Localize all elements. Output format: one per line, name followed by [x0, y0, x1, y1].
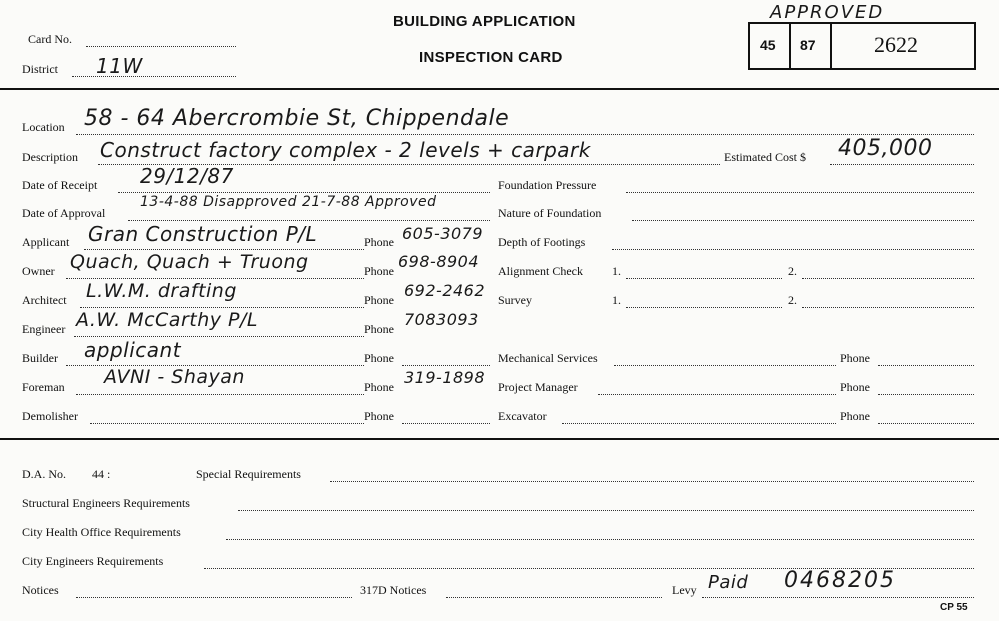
- alignment-check-1: 1.: [612, 264, 621, 278]
- engineer-phone-label: Phone: [364, 322, 394, 336]
- date-receipt-label: Date of Receipt: [22, 178, 98, 192]
- architect-value: L.W.M. drafting: [86, 280, 237, 302]
- demolisher-label: Demolisher: [22, 409, 78, 423]
- owner-value: Quach, Quach + Truong: [70, 251, 309, 273]
- builder-value: applicant: [84, 338, 182, 362]
- date-receipt-line: [118, 192, 490, 193]
- location-line: [76, 134, 974, 135]
- foreman-phone-value: 319-1898: [404, 368, 486, 387]
- location-label: Location: [22, 120, 65, 134]
- architect-phone-label: Phone: [364, 293, 394, 307]
- excavator-phone-line: [878, 423, 974, 424]
- survey-2: 2.: [788, 293, 797, 307]
- notices-317d-label: 317D Notices: [360, 583, 427, 597]
- levy-number: 0468205: [784, 568, 896, 593]
- box-divider-1: [789, 24, 791, 68]
- description-value: Construct factory complex - 2 levels + carpark: [100, 138, 591, 162]
- requirements-rule: [0, 438, 999, 440]
- estimated-cost-label: Estimated Cost $: [724, 150, 806, 164]
- mechanical-services-label: Mechanical Services: [498, 351, 598, 365]
- project-manager-line: [598, 394, 836, 395]
- project-manager-phone-line: [878, 394, 974, 395]
- notices-317d-line: [446, 597, 662, 598]
- engineer-line: [74, 336, 364, 337]
- date-approval-line: [128, 220, 490, 221]
- district-value: 11W: [96, 54, 143, 78]
- alignment-check-label: Alignment Check: [498, 264, 583, 278]
- city-health-line: [226, 539, 974, 540]
- levy-line: [702, 597, 974, 598]
- applicant-phone-label: Phone: [364, 235, 394, 249]
- foreman-label: Foreman: [22, 380, 65, 394]
- applicant-phone-value: 605-3079: [402, 224, 484, 243]
- excavator-phone-label: Phone: [840, 409, 870, 423]
- nature-foundation-line: [632, 220, 974, 221]
- special-requirements-label: Special Requirements: [196, 467, 301, 481]
- demolisher-line: [90, 423, 364, 424]
- alignment-line-2: [802, 278, 974, 279]
- excavator-line: [562, 423, 836, 424]
- foreman-line: [76, 394, 364, 395]
- da-no-label: D.A. No.: [22, 467, 66, 481]
- builder-label: Builder: [22, 351, 58, 365]
- date-approval-label: Date of Approval: [22, 206, 106, 220]
- foundation-pressure-line: [626, 192, 974, 193]
- excavator-label: Excavator: [498, 409, 547, 423]
- survey-1: 1.: [612, 293, 621, 307]
- project-manager-label: Project Manager: [498, 380, 578, 394]
- district-label: District: [22, 62, 58, 76]
- demolisher-phone-line: [402, 423, 490, 424]
- approved-stamp: APPROVED: [770, 2, 885, 23]
- box-divider-2: [830, 24, 832, 68]
- levy-label: Levy: [672, 583, 697, 597]
- notices-line: [76, 597, 352, 598]
- mechanical-phone-label: Phone: [840, 351, 870, 365]
- city-health-label: City Health Office Requirements: [22, 525, 181, 539]
- builder-phone-label: Phone: [364, 351, 394, 365]
- owner-phone-value: 698-8904: [398, 252, 480, 271]
- mechanical-line: [614, 365, 836, 366]
- depth-footings-line: [612, 249, 974, 250]
- architect-label: Architect: [22, 293, 67, 307]
- nature-foundation-label: Nature of Foundation: [498, 206, 602, 220]
- engineer-value: A.W. McCarthy P/L: [76, 309, 258, 331]
- description-label: Description: [22, 150, 78, 164]
- special-requirements-line: [330, 481, 974, 482]
- date-receipt-value: 29/12/87: [140, 164, 234, 188]
- foreman-phone-label: Phone: [364, 380, 394, 394]
- builder-phone-line: [402, 365, 490, 366]
- estimated-cost-line: [830, 164, 974, 165]
- structural-engineers-line: [238, 510, 974, 511]
- owner-label: Owner: [22, 264, 55, 278]
- form-code: CP 55: [940, 602, 968, 613]
- card-no-line: [86, 46, 236, 47]
- owner-phone-label: Phone: [364, 264, 394, 278]
- card-number-box: [748, 22, 976, 70]
- engineer-phone-value: 7083093: [404, 310, 479, 329]
- owner-line: [66, 278, 364, 279]
- notices-label: Notices: [22, 583, 59, 597]
- title-line-1: BUILDING APPLICATION: [393, 13, 576, 30]
- project-manager-phone-label: Phone: [840, 380, 870, 394]
- foundation-pressure-label: Foundation Pressure: [498, 178, 597, 192]
- structural-engineers-label: Structural Engineers Requirements: [22, 496, 190, 510]
- header-rule: [0, 88, 999, 90]
- box-value-1: 45: [760, 37, 776, 53]
- demolisher-phone-label: Phone: [364, 409, 394, 423]
- date-approval-value: 13-4-88 Disapproved 21-7-88 Approved: [140, 194, 437, 210]
- box-value-3: 2622: [874, 32, 918, 57]
- engineer-label: Engineer: [22, 322, 66, 336]
- depth-footings-label: Depth of Footings: [498, 235, 586, 249]
- estimated-cost-value: 405,000: [838, 136, 933, 161]
- mechanical-phone-line: [878, 365, 974, 366]
- applicant-value: Gran Construction P/L: [88, 222, 318, 246]
- alignment-check-2: 2.: [788, 264, 797, 278]
- foreman-value: AVNI - Shayan: [104, 366, 245, 388]
- da-no-value: 44 :: [92, 467, 111, 481]
- applicant-line: [84, 249, 364, 250]
- location-value: 58 - 64 Abercrombie St, Chippendale: [84, 106, 510, 131]
- card-no-label: Card No.: [28, 32, 72, 46]
- box-value-2: 87: [800, 37, 816, 53]
- survey-line-1: [626, 307, 782, 308]
- levy-value: Paid: [708, 572, 749, 593]
- survey-label: Survey: [498, 293, 532, 307]
- applicant-label: Applicant: [22, 235, 70, 249]
- city-engineers-label: City Engineers Requirements: [22, 554, 164, 568]
- architect-phone-value: 692-2462: [404, 281, 486, 300]
- architect-line: [80, 307, 364, 308]
- alignment-line-1: [626, 278, 782, 279]
- title-line-2: INSPECTION CARD: [419, 49, 563, 66]
- survey-line-2: [802, 307, 974, 308]
